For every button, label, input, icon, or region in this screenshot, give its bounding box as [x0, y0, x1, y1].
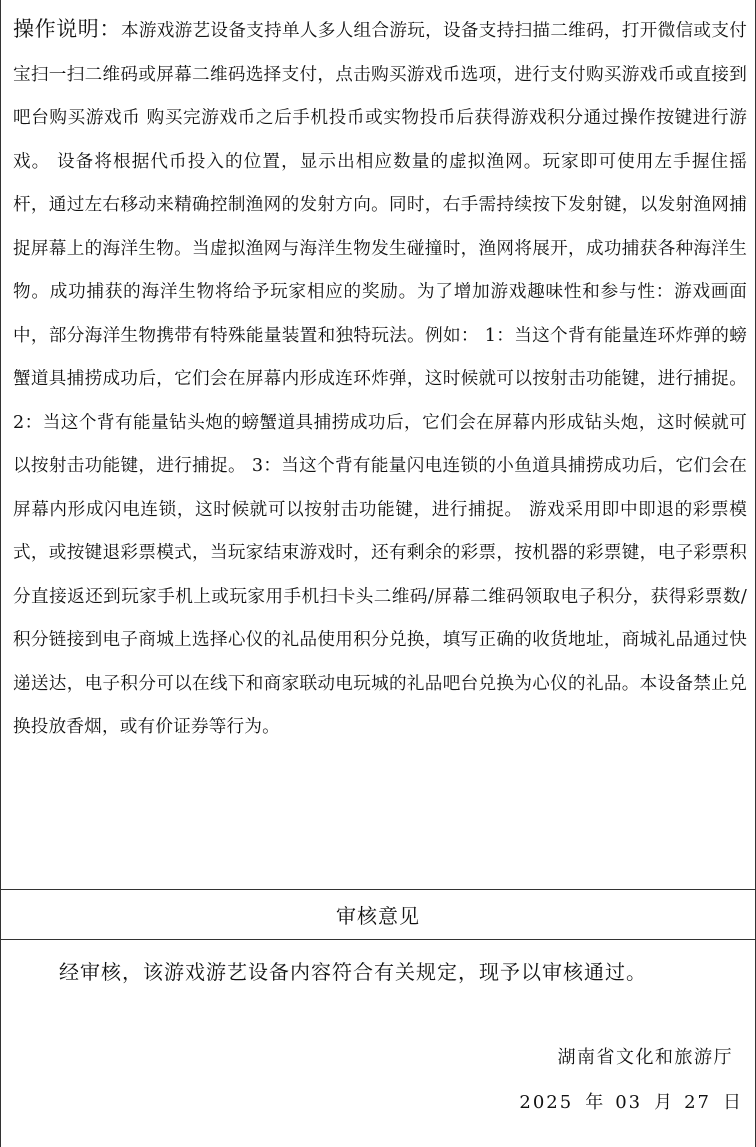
issue-date: [519, 1088, 741, 1114]
date-day: 27: [684, 1092, 711, 1113]
instructions-text: 本游戏游艺设备支持单人多人组合游玩，设备支持扫描二维码，打开微信或支付宝扫一扫二维码或屏幕二维码选择支付，点击购买游戏币选项，进行支付购买游戏币或直接到吧台购买游戏币 购买完游戏币之后手机投币或实物投币后获得游戏积分通过操作按键进行游戏。 设备将根据代币投入的位置，显示出相应数量的虚拟渔网。玩家即可使用左手握住摇杆，通过左右移动来精确控制渔网的发射方向。同时，右手需持续按下发射键，以发射渔网捕捉屏幕上的海洋生物。当虚拟渔网与海洋生物发生碰撞时，渔网将展开，成功捕获各种海洋生物。成功捕获的海洋生物将给予玩家相应的奖励。为了增加游戏趣味性和参与性：游戏画面中，部分海洋生物携带有特殊能量装置和独特玩法。例如： 1：当这个背有能量连环炸弹的螃蟹道具捕捞成功后，它们会在屏幕内形成连环炸弹，这时候就可以按射击功能键，进行捕捉。 2：当这个背有能量钻头炮的螃蟹道具捕捞成功后，它们会在屏幕内形成钻头炮，这时候就可以按射击功能键，进行捕捉。 3：当这个背有能量闪电连锁的小鱼道具捕捞成功后，它们会在屏幕内形成闪电连锁，这时候就可以按射击功能键，进行捕捉。 游戏采用即中即退的彩票模式，或按键退彩票模式，当玩家结束游戏时，还有剩余的彩票，按机器的彩票键，电子彩票积分直接返还到玩家手机上或玩家用手机扫卡头二维码/屏幕二维码领取电子积分，获得彩票数/积分链接到电子商城上选择心仪的礼品使用积分兑换，填写正确的收货地址，商城礼品通过快递送达，电子积分可以在线下和商家联动电玩城的礼品吧台兑换为心仪的礼品。本设备禁止兑换投放香烟，或有价证券等行为。: [13, 21, 747, 737]
issuing-authority: 湖南省文化和旅游厅: [557, 1047, 733, 1068]
date-year-unit: 年: [585, 1092, 604, 1113]
review-header: [0, 890, 756, 940]
review-body: [0, 940, 756, 1147]
review-opinion: 经审核，该游戏游艺设备内容符合有关规定，现予以审核通过。: [59, 960, 647, 984]
review-header-title: 审核意见: [336, 904, 420, 928]
date-month: 03: [615, 1092, 643, 1113]
date-year: 2025: [519, 1092, 574, 1113]
instructions-paragraph: [13, 8, 747, 750]
date-day-unit: 日: [723, 1092, 741, 1113]
instructions-label: 操作说明：: [13, 17, 121, 41]
date-month-unit: 月: [654, 1092, 673, 1113]
